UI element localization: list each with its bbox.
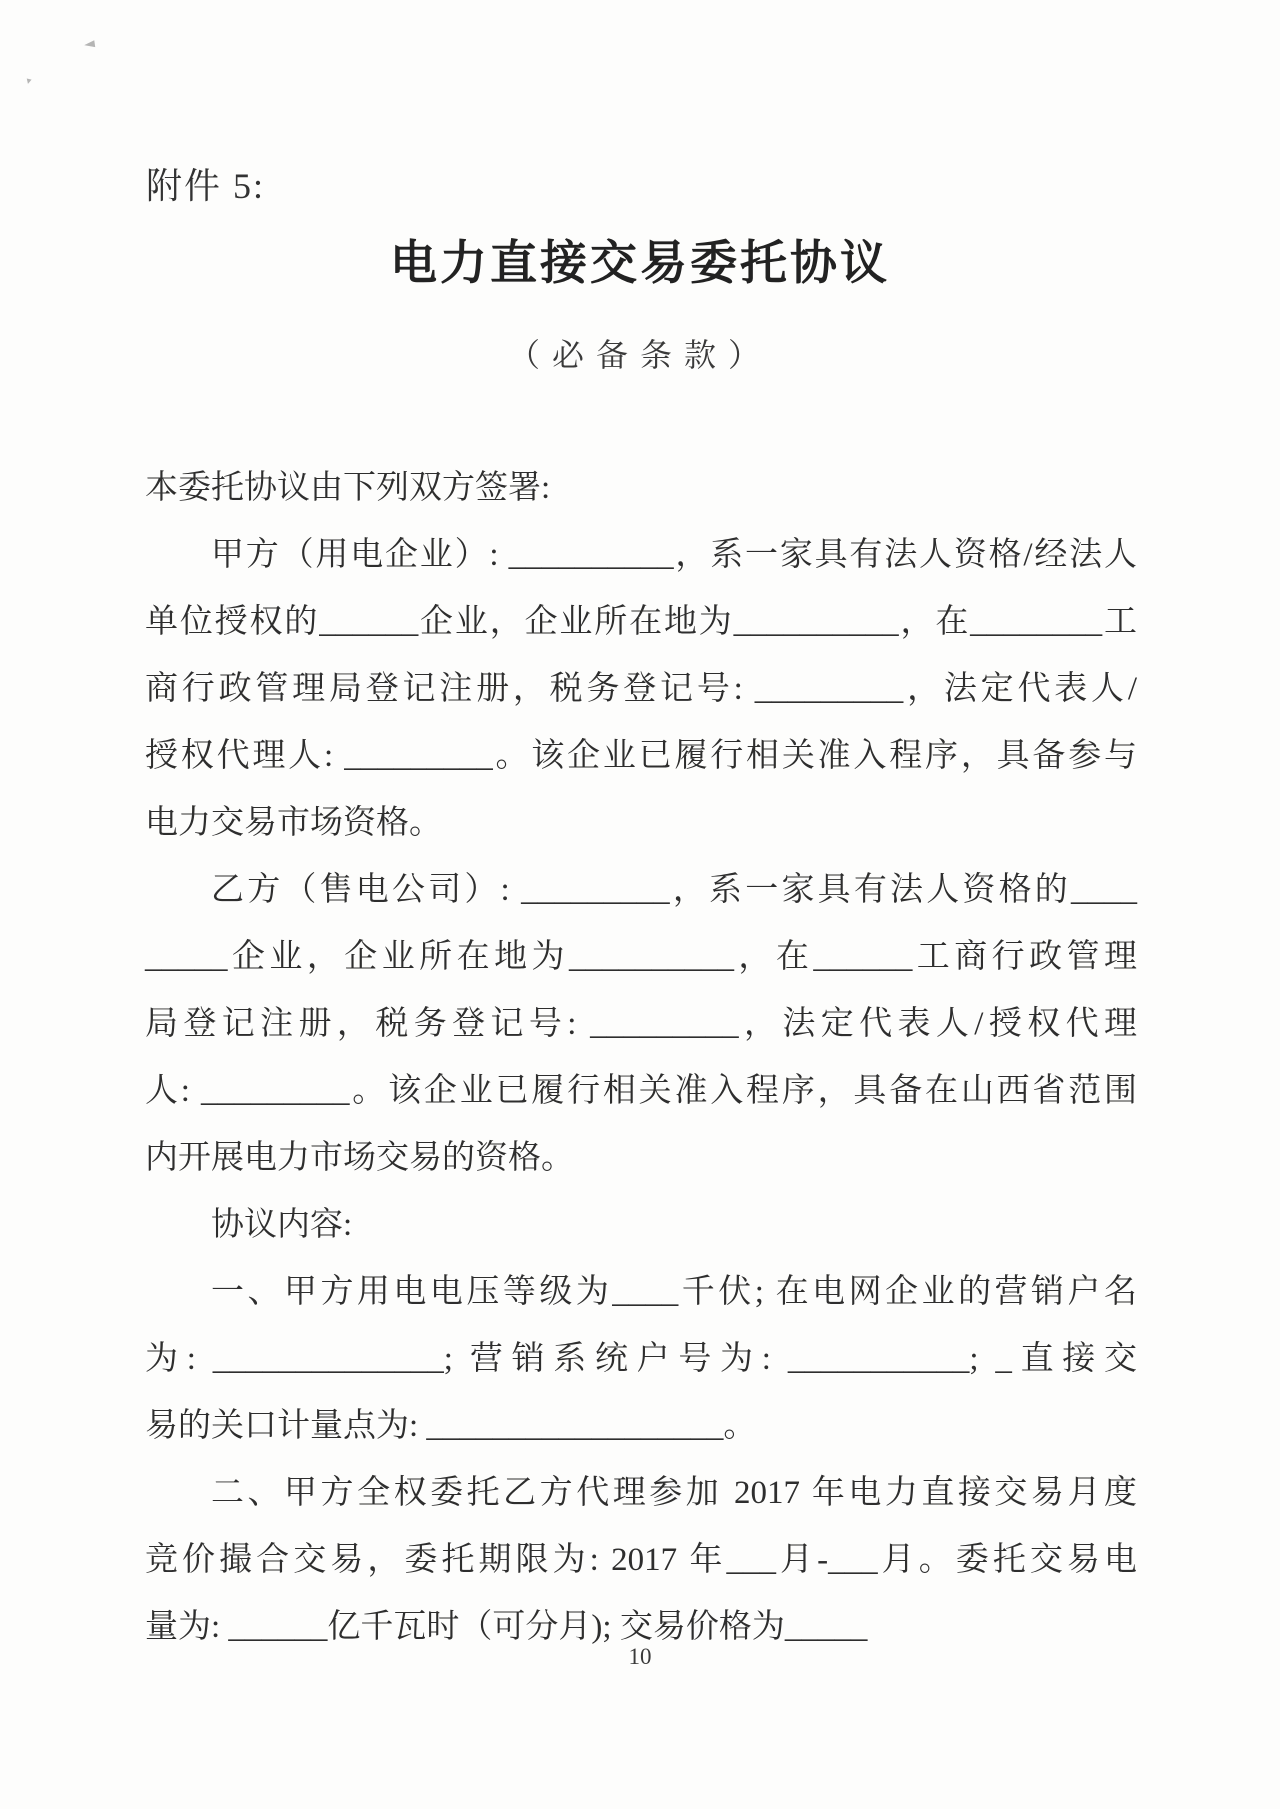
text-line-3: 单位授权的______企业，企业所在地为__________，在________工: [145, 604, 1137, 640]
scan-artifact-speck: ◄: [82, 35, 96, 53]
text-line-12: 协议内容:: [211, 1207, 353, 1243]
text-line-16: 二、甲方全权委托乙方代理参加 2017 年电力直接交易月度: [211, 1475, 1137, 1511]
text-line-8: _____企业，企业所在地为__________，在______工商行政管理: [145, 939, 1137, 975]
text-line-15: 易的关口计量点为: __________________。: [145, 1408, 757, 1444]
text-line-13: 一、甲方用电电压等级为____千伏; 在电网企业的营销户名: [211, 1274, 1137, 1310]
text-line-1: 本委托协议由下列双方签署:: [145, 470, 551, 506]
text-line-6: 电力交易市场资格。: [145, 805, 442, 841]
document-title: 电力直接交易委托协议: [390, 238, 890, 290]
attachment-label: 附件 5:: [146, 166, 266, 206]
text-line-17: 竞价撮合交易，委托期限为: 2017 年___月-___月。委托交易电: [145, 1542, 1137, 1578]
text-line-7: 乙方（售电公司）: _________，系一家具有法人资格的____: [211, 872, 1137, 908]
text-line-9: 局登记注册，税务登记号: _________，法定代表人/授权代理: [145, 1006, 1137, 1042]
document-body: [145, 455, 1137, 1661]
text-line-18: 量为: ______亿千瓦时（可分月); 交易价格为_____: [145, 1609, 868, 1645]
document-subtitle: （必备条款）: [507, 337, 772, 373]
page-number: 10: [628, 1644, 652, 1669]
text-line-4: 商行政管理局登记注册，税务登记号: _________，法定代表人/: [145, 671, 1137, 707]
text-line-2: 甲方（用电企业）: __________，系一家具有法人资格/经法人: [211, 537, 1137, 573]
scan-artifact-speck: ▾: [24, 75, 33, 88]
text-line-10: 人: _________。该企业已履行相关准入程序，具备在山西省范围: [145, 1073, 1137, 1109]
text-line-11: 内开展电力市场交易的资格。: [145, 1140, 574, 1176]
text-line-5: 授权代理人: _________。该企业已履行相关准入程序，具备参与: [145, 738, 1137, 774]
text-line-14: 为: ______________; 营销系统户号为: ___________; _直接交: [145, 1341, 1137, 1377]
